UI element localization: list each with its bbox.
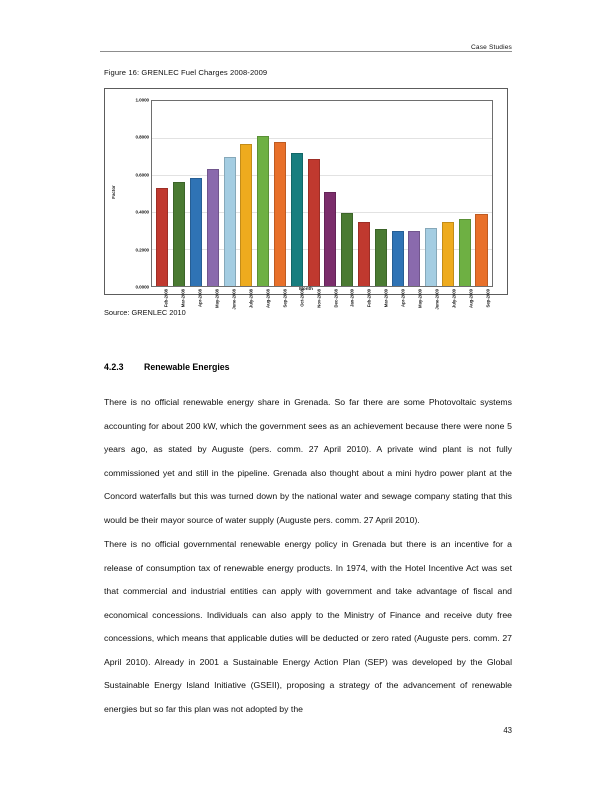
chart-bar bbox=[173, 182, 185, 286]
chart-bar-slot bbox=[423, 101, 440, 286]
x-tick-label: May-2008 bbox=[214, 289, 220, 308]
chart-bar-slot bbox=[171, 101, 188, 286]
chart-bar bbox=[224, 157, 236, 287]
chart-bar bbox=[156, 188, 168, 286]
x-tick-label: July-2008 bbox=[248, 289, 254, 309]
chart-x-axis-title: Month bbox=[299, 286, 313, 291]
chart-bar-slot bbox=[305, 101, 322, 286]
section-title: Renewable Energies bbox=[144, 362, 230, 372]
figure-chart-container bbox=[104, 88, 508, 310]
y-tick-label: 0.0000 bbox=[135, 284, 149, 290]
chart-plot-area bbox=[151, 100, 493, 287]
chart-bar-slot bbox=[356, 101, 373, 286]
chart-bar bbox=[324, 192, 336, 286]
chart-bar bbox=[291, 153, 303, 286]
figure-source: Source: GRENLEC 2010 bbox=[104, 308, 186, 317]
chart-bar-slot bbox=[372, 101, 389, 286]
x-tick-label: Oct-2008 bbox=[299, 289, 305, 307]
x-tick-label: Aug-2008 bbox=[265, 289, 271, 308]
chart-bar-slot bbox=[322, 101, 339, 286]
chart-bar bbox=[257, 136, 269, 286]
chart-bar bbox=[274, 142, 286, 286]
y-tick-label: 0.8000 bbox=[135, 134, 149, 140]
y-tick-label: 0.4000 bbox=[135, 209, 149, 215]
x-tick-label: Feb-2008 bbox=[163, 289, 169, 308]
chart-bar bbox=[392, 231, 404, 287]
chart-bar-slot bbox=[154, 101, 171, 286]
x-tick-label: Apr-2008 bbox=[197, 289, 203, 307]
chart-bar-slot bbox=[188, 101, 205, 286]
chart-bar-slot bbox=[238, 101, 255, 286]
section-heading bbox=[104, 362, 230, 372]
x-tick-label: Aug-2009 bbox=[468, 289, 474, 308]
chart-bar bbox=[190, 178, 202, 286]
x-tick-label: Dec-2008 bbox=[333, 289, 339, 308]
page-number: 43 bbox=[503, 726, 512, 735]
chart-bar bbox=[442, 222, 454, 286]
chart-bar bbox=[207, 169, 219, 286]
chart-bar-slot bbox=[406, 101, 423, 286]
chart-bar-slot bbox=[221, 101, 238, 286]
chart bbox=[105, 89, 507, 310]
chart-bar bbox=[240, 144, 252, 286]
chart-bar-slot bbox=[440, 101, 457, 286]
x-tick-label: Sep-2008 bbox=[282, 289, 288, 308]
chart-bar bbox=[475, 214, 487, 286]
chart-bar bbox=[358, 222, 370, 286]
chart-bar-slot bbox=[389, 101, 406, 286]
x-tick-label: Sep-2009 bbox=[485, 289, 491, 308]
figure-caption: Figure 16: GRENLEC Fuel Charges 2008-2009 bbox=[104, 68, 268, 77]
chart-bar-slot bbox=[272, 101, 289, 286]
chart-bar-slot bbox=[204, 101, 221, 286]
chart-bar bbox=[341, 213, 353, 286]
chart-bar bbox=[375, 229, 387, 286]
body-paragraph-2: There is no official governmental renewable energy policy in Grenada but there is an incentive for a release of consumption tax of renewable energy products. In 1974, with the Hotel Incentive Act was set that commercial and industrial entities can apply with government and take advantage of fiscal and economical concessions. Individuals can also apply to the Ministry of Finance and receive duty free concessions, which means that applicable duties will be deducted or zero rated (Auguste pers. comm. 27 April 2010). Already in 2001 a Sustainable Energy Action Plan (SEP) was developed by the Global Sustainable Energy Island Initiative (GSEII), proposing a strategy of the advancement of renewable energies but so far this plan was not adopted by the bbox=[104, 539, 512, 714]
chart-y-axis-title: Factor bbox=[111, 184, 117, 199]
x-tick-label: Jan-2009 bbox=[349, 289, 355, 307]
chart-bar bbox=[408, 231, 420, 287]
x-tick-label: Feb-2009 bbox=[366, 289, 372, 308]
chart-bar-slot bbox=[456, 101, 473, 286]
chart-bar-slot bbox=[288, 101, 305, 286]
x-tick-label: May-2009 bbox=[417, 289, 423, 308]
x-tick-label: June-2008 bbox=[231, 289, 237, 310]
y-tick-label: 0.6000 bbox=[135, 172, 149, 178]
x-tick-label: July-2009 bbox=[451, 289, 457, 309]
chart-bar bbox=[459, 219, 471, 286]
chart-bar-slot bbox=[339, 101, 356, 286]
section-number: 4.2.3 bbox=[104, 362, 124, 372]
chart-bar bbox=[308, 159, 320, 286]
y-tick-label: 1.0000 bbox=[135, 97, 149, 103]
x-tick-label: June-2009 bbox=[434, 289, 440, 310]
y-tick-label: 0.2000 bbox=[135, 247, 149, 253]
x-tick-label: Nov-2008 bbox=[316, 289, 322, 308]
x-tick-label: Apr-2009 bbox=[400, 289, 406, 307]
chart-y-axis-ticks bbox=[105, 97, 149, 290]
chart-bar-slot bbox=[255, 101, 272, 286]
running-header-text: Case Studies bbox=[470, 44, 512, 51]
x-tick-label: Mar-2008 bbox=[180, 289, 186, 308]
chart-bar-slot bbox=[473, 101, 490, 286]
header-divider bbox=[100, 51, 512, 52]
x-tick-label: Mar-2009 bbox=[383, 289, 389, 308]
body-paragraph-1: There is no official renewable energy share in Grenada. So far there are some Photovoltaic systems accounting for about 200 kW, which the government sees as an achievement because there were none 5 years ago, as stated by Auguste (pers. comm. 27 April 2010). A private wind plant is not fully commissioned yet and still in the pipeline. Grenada also thought about a mini hydro power plant at the Concord waterfalls but this was turned down by the national water and sewage company stating that this would be their mayor source of water supply (Auguste pers. comm. 27 April 2010). bbox=[104, 397, 512, 525]
chart-bar bbox=[425, 228, 437, 286]
chart-bars bbox=[152, 101, 492, 286]
